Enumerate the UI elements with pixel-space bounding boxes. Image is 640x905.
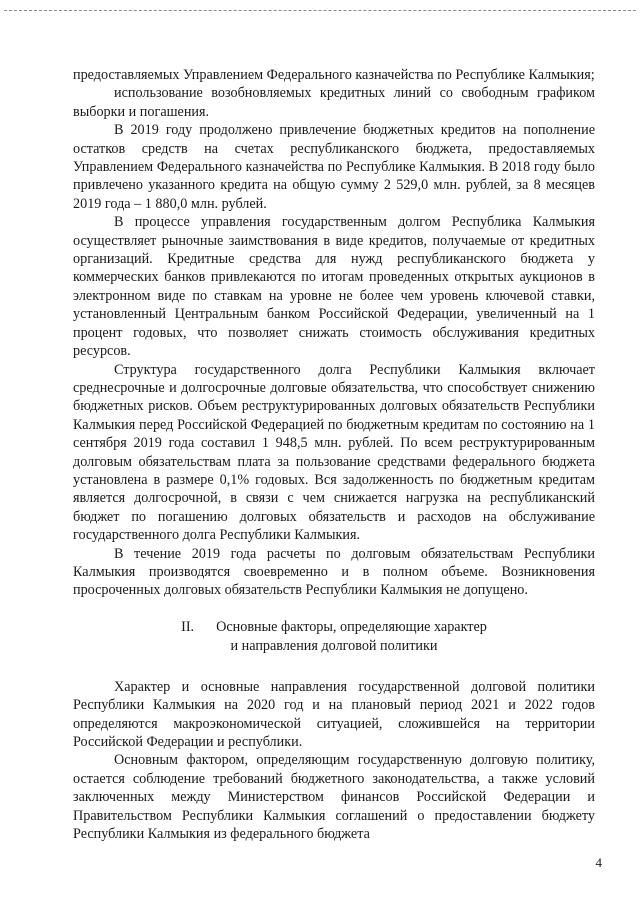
paragraph: использование возобновляемых кредитных линий со свободным графиком выборки и погашения. <box>73 85 595 120</box>
paragraph: Характер и основные направления государственной долговой политики Республики Калмыкия на 2020 год и на плановый период 2021 и 2022 годов определяются макроэкономической ситуацией, сложившейся на территории Российской Федерации и республики. <box>73 678 595 750</box>
section-title-line-1: Основные факторы, определяющие характер <box>216 618 487 635</box>
page-number: 4 <box>595 855 602 870</box>
document-body <box>73 66 595 843</box>
scan-top-border <box>4 10 636 11</box>
paragraph: Основным фактором, определяющим государственную долговую политику, остается соблюдение требований бюджетного законодательства, а также условий заключенных между Министерством финансов Российской Федерации и Правительством Республики Калмыкия соглашений о предоставлении бюджету Республики Калмыкия из федерального бюджета <box>73 752 595 843</box>
paragraph: В 2019 году продолжено привлечение бюджетных кредитов на пополнение остатков средств на счетах республиканского бюджета, предоставляемых Управлением Федерального казначейства по Республике Калмыкия. В 2018 году было привлечено указанного кредита на общую сумму 2 529,0 млн. рублей, за 8 месяцев 2019 года – 1 880,0 млн. рублей. <box>73 122 595 212</box>
section-heading <box>73 618 595 656</box>
section-title-line-2: и направления долговой политики <box>230 637 438 654</box>
paragraph: предоставляемых Управлением Федерального казначейства по Республике Калмыкия; <box>73 67 595 83</box>
paragraph: Структура государственного долга Республики Калмыкия включает среднесрочные и долгосрочные долговые обязательства, что способствует снижению бюджетных рисков. Объем реструктурированных долговых обязательств Республики Калмыкия перед Российской Федерацией по бюджетным кредитам по состоянию на 1 сентября 2019 года составил 1 948,5 млн. рублей. По всем реструктурированным долговым обязательствам плата за пользование средствами федерального бюджета установлена в размере 0,1% годовых. Вся задолженность по бюджетным кредитам является долгосрочной, в связи с чем снижается нагрузка на республиканский бюджет по погашению долговых обязательств и расходов на обслуживание государственного долга Республики Калмыкия. <box>73 361 595 544</box>
section-number: II. <box>181 618 195 635</box>
paragraph: В течение 2019 года расчеты по долговым обязательствам Республики Калмыкия производятся своевременно и в полном объеме. Возникновения просроченных долговых обязательств Республики Калмыкия не допущено. <box>73 545 595 599</box>
paragraph: В процессе управления государственным долгом Республика Калмыкия осуществляет рыночные заимствования в виде кредитов, получаемые от кредитных организаций. Кредитные средства для нужд республиканского бюджета у коммерческих банков привлекаются по итогам проведенных открытых аукционов в электронном виде по ставкам на уровне не более чем уровень ключевой ставки, установленный Центральным банком Российской Федерации, увеличенный на 1 процент годовых, что позволяет снижать стоимость обслуживания кредитных ресурсов. <box>73 214 595 360</box>
